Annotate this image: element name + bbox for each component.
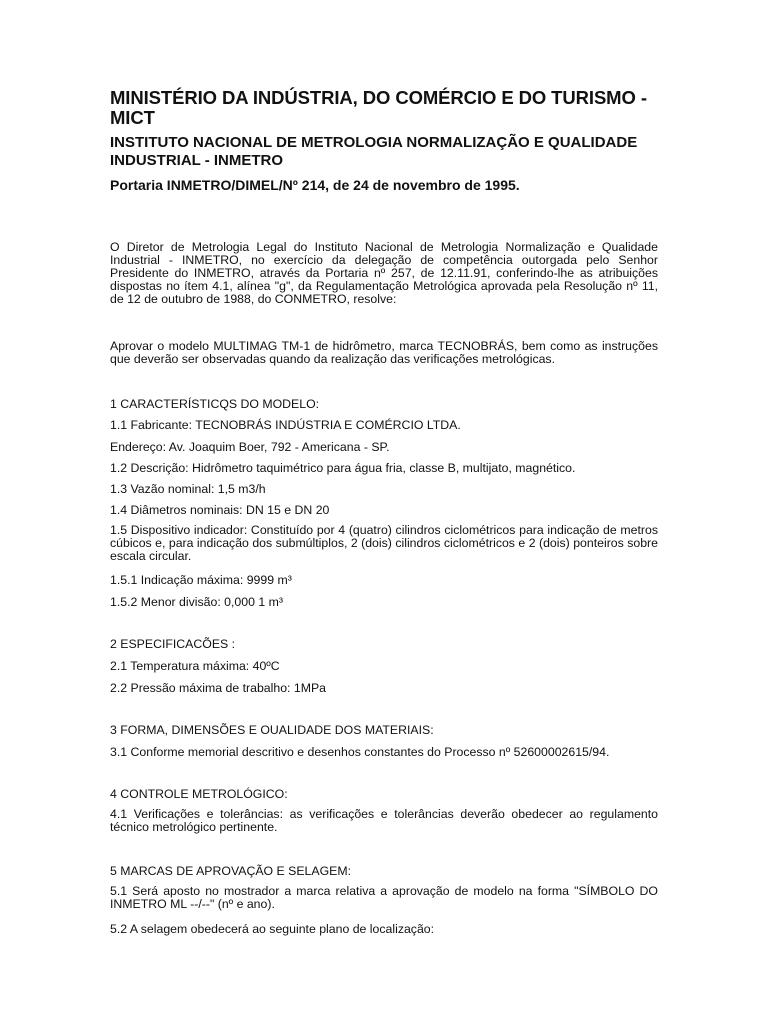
approval-paragraph: Aprovar o modelo MULTIMAG TM-1 de hidrômetro, marca TECNOBRÁS, bem como as instruções que deverão ser observadas quando da realização das verificações metrológicas. — [110, 339, 658, 366]
item-1-4: 1.4 Diâmetros nominais: DN 15 e DN 20 — [110, 503, 330, 517]
item-1-1: 1.1 Fabricante: TECNOBRÁS INDÚSTRIA E COMÉRCIO LTDA. — [110, 418, 461, 432]
ministry-heading: MINISTÉRIO DA INDÚSTRIA, DO COMÉRCIO E DO TURISMO - MICT — [110, 87, 647, 128]
section-3-title: 3 FORMA, DIMENSÕES E OUALIDADE DOS MATERIAIS: — [110, 723, 434, 737]
item-1-5: 1.5 Dispositivo indicador: Constituído por 4 (quatro) cilindros ciclométricos para indicação de metros cúbicos e, para indicação dos submúltiplos, 2 (dois) cilindros ciclométricos e 2 (dois) ponteiros sobre escala circular. — [110, 523, 658, 563]
item-2-2: 2.2 Pressão máxima de trabalho: 1MPa — [110, 681, 326, 695]
item-3-1: 3.1 Conforme memorial descritivo e desenhos constantes do Processo nº 52600002615/94. — [110, 745, 610, 759]
item-1-1-address: Endereço: Av. Joaquim Boer, 792 - Americana - SP. — [110, 440, 390, 454]
institute-heading: INSTITUTO NACIONAL DE METROLOGIA NORMALIZAÇÃO E QUALIDADE INDUSTRIAL - INMETRO — [110, 134, 638, 169]
intro-paragraph: O Diretor de Metrologia Legal do Instituto Nacional de Metrologia Normalização e Qualidade Industrial - INMETRO, no exercício da delegação de competência outorgada pelo Senhor Presidente do INMETRO, através da Portaria nº 257, de 12.11.91, conferindo-lhe as atribuições dispostas no ítem 4.1, alínea "g", da Regulamentação Metrológica aprovada pela Resolução nº 11, de 12 de outubro de 1988, do CONMETRO, resolve: — [110, 240, 658, 306]
item-2-1: 2.1 Temperatura máxima: 40ºC — [110, 659, 280, 673]
section-4-title: 4 CONTROLE METROLÓGICO: — [110, 787, 288, 801]
item-4-1: 4.1 Verificações e tolerâncias: as verificações e tolerâncias deverão obedecer ao regulamento técnico metrológico pertinente. — [110, 807, 658, 834]
item-1-3: 1.3 Vazão nominal: 1,5 m3/h — [110, 482, 266, 496]
portaria-heading: Portaria INMETRO/DIMEL/Nº 214, de 24 de novembro de 1995. — [110, 177, 520, 193]
document-page — [110, 0, 658, 1024]
item-5-2: 5.2 A selagem obedecerá ao seguinte plano de localização: — [110, 922, 435, 936]
item-1-5-1: 1.5.1 Indicação máxima: 9999 m³ — [110, 573, 292, 587]
item-1-5-2: 1.5.2 Menor divisão: 0,000 1 m³ — [110, 595, 283, 609]
item-1-2: 1.2 Descrição: Hidrômetro taquimétrico para água fria, classe B, multijato, magnético. — [110, 461, 576, 475]
section-2-title: 2 ESPECIFICACÕES : — [110, 637, 236, 651]
section-5-title: 5 MARCAS DE APROVAÇÃO E SELAGEM: — [110, 864, 351, 878]
item-5-1: 5.1 Será aposto no mostrador a marca relativa a aprovação de modelo na forma "SÍMBOLO DO INMETRO ML --/--" (nº e ano). — [110, 884, 658, 911]
section-1-title: 1 CARACTERÍSTICQS DO MODELO: — [110, 397, 320, 411]
